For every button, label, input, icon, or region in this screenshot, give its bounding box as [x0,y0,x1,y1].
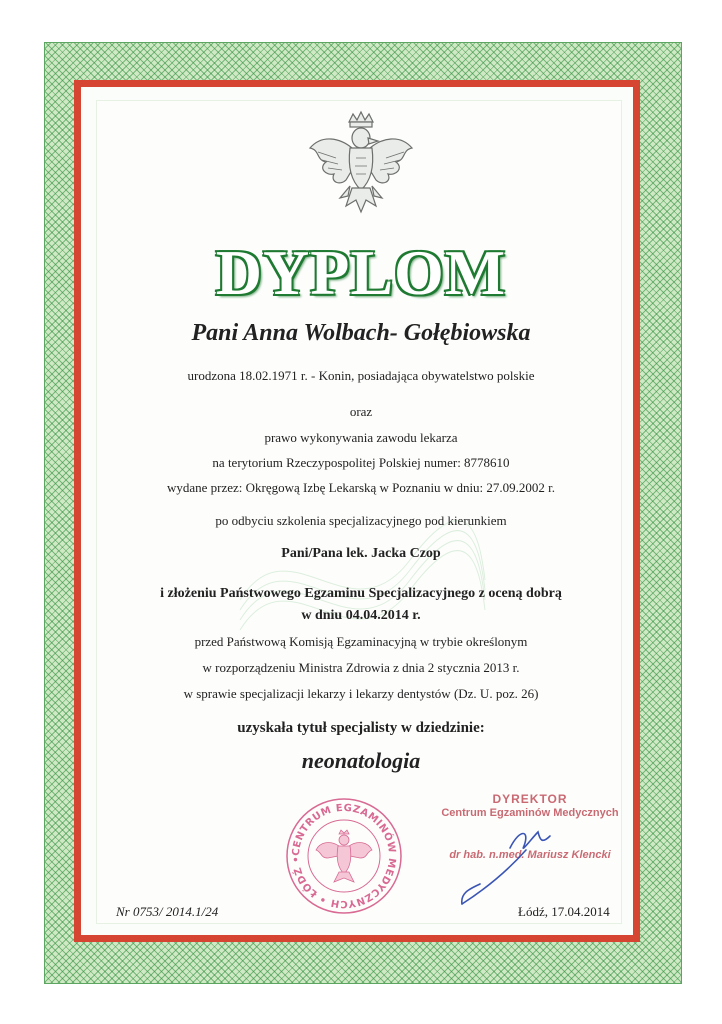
oraz-line: oraz [349,404,373,419]
territory-line: na terytorium Rzeczypospolitej Polskiej numer: 8778610 [212,455,510,470]
birth-line: urodzona 18.02.1971 r. - Konin, posiadająca obywatelstwo polskie [187,368,535,383]
exam-date-line: w dniu 04.04.2014 r. [301,608,421,623]
polish-eagle-icon [306,108,416,220]
recipient-name: Pani Anna Wolbach- Gołębiowska [191,320,531,346]
issued-by-line: wydane przez: Okręgową Izbę Lekarską w Poznaniu w dniu: 27.09.2002 r. [166,480,556,495]
training-line: po odbyciu szkolenia specjalizacyjnego pod kierunkiem [215,513,507,528]
specialty-name: neonatologia [301,748,421,773]
director-name: dr hab. n.med. Mariusz Klencki [449,849,611,861]
diploma-title: DYPLOM [215,237,507,308]
right-to-practice-line: prawo wykonywania zawodu lekarza [264,430,458,445]
signature-icon [450,818,610,908]
document-number: Nr 0753/ 2014.1/24 [116,904,219,919]
background-wave-pattern [230,480,490,680]
seal-text: CENTRUM EGZAMINÓW MEDYCZNYCH • ŁÓDŹ • [290,802,398,910]
supervisor-line: Pani/Pana lek. Jacka Czop [281,546,441,561]
matter-line: w sprawie specjalizacji lekarzy i lekarzy dentystów (Dz. U. poz. 26) [183,686,539,701]
commission-line: przed Państwową Komisją Egzaminacyjną w trybie określonym [194,634,528,649]
specialist-title-line: uzyskała tytuł specjalisty w dziedzinie: [237,720,485,736]
exam-line: i złożeniu Państwowego Egzaminu Specjalizacyjnego z oceną dobrą [160,586,562,601]
director-role: DYREKTOR [492,792,568,806]
regulation-line: w rozporządzeniu Ministra Zdrowia z dnia 2 stycznia 2013 r. [202,660,520,675]
official-seal-icon [284,796,404,916]
place-and-date: Łódź, 17.04.2014 [518,904,610,919]
director-org: Centrum Egzaminów Medycznych [441,807,619,819]
